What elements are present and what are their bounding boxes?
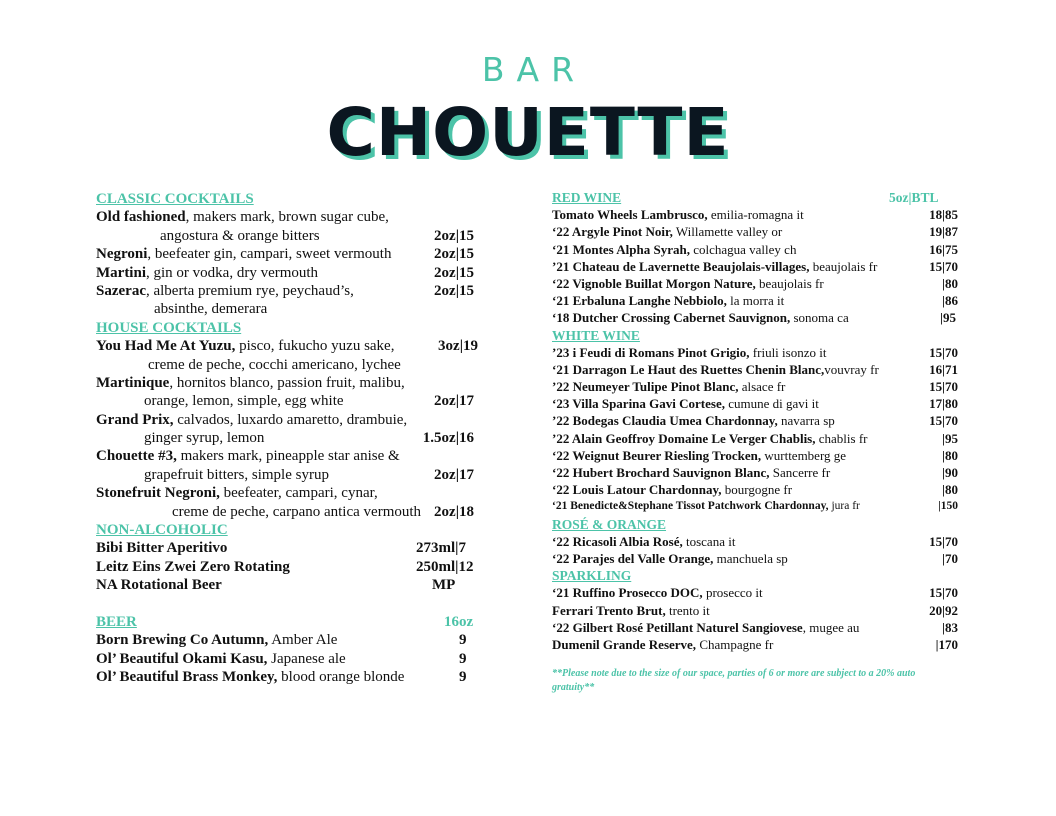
price: |90 <box>942 465 958 480</box>
price: 15|70 <box>929 379 958 395</box>
price: 18|85 <box>929 207 958 223</box>
non-alcoholic-heading: NON-ALCOHOLIC <box>96 522 228 539</box>
menu-item: ‘21 Ruffino Prosecco DOC, prosecco it 15|70 <box>552 585 958 601</box>
menu-item-continued: absinthe, demerara <box>154 301 268 318</box>
price: 2oz|17 <box>434 393 474 410</box>
menu-item-continued: creme de peche, carpano antica vermouth 2oz|18 <box>172 503 474 520</box>
menu-item: ‘22 Argyle Pinot Noir, Willamette valley or 19|87 <box>552 224 958 240</box>
menu-item: ‘23 Villa Sparina Gavi Cortese, cumune di gavi it 17|80 <box>552 396 958 412</box>
menu-item: ‘21 Erbaluna Langhe Nebbiolo, la morra it |86 <box>552 293 958 309</box>
price: 15|70 <box>929 533 958 549</box>
menu-item: ‘21 Montes Alpha Syrah, colchagua valley ch 16|75 <box>552 241 958 257</box>
price: MP <box>432 577 456 594</box>
price: |95 <box>940 310 956 326</box>
menu-item: ’23 i Feudi di Romans Pinot Grigio, friuli isonzo it 15|70 <box>552 344 958 360</box>
price: 9 <box>459 632 467 649</box>
menu-item: Martinique, hornitos blanco, passion fruit, malibu, <box>96 374 405 391</box>
menu-item-continued: ginger syrup, lemon 1.5oz|16 <box>144 430 474 447</box>
price: 15|70 <box>929 413 958 429</box>
menu-item: Chouette #3, makers mark, pineapple star anise & <box>96 448 400 465</box>
menu-item: Born Brewing Co Autumn, Amber Ale 9 <box>96 632 467 649</box>
price: 20|92 <box>929 602 958 618</box>
price: 2oz|15 <box>434 246 474 263</box>
price: |95 <box>942 430 958 446</box>
menu-item: Ol’ Beautiful Okami Kasu, Japanese ale 9 <box>96 650 467 667</box>
rose-orange-heading: ROSÉ & ORANGE <box>552 516 667 532</box>
menu-item: Dumenil Grande Reserve, Champagne fr |170 <box>552 636 958 652</box>
price: 250ml|12 <box>416 558 474 575</box>
menu-item: ’22 Alain Geoffroy Domaine Le Verger Chablis, chablis fr |95 <box>552 430 958 446</box>
price: 2oz|18 <box>434 503 474 520</box>
price: 2oz|15 <box>434 227 474 244</box>
menu-item: ‘22 Louis Latour Chardonnay, bourgogne fr |80 <box>552 482 958 498</box>
price: 9 <box>459 669 467 686</box>
price: 15|70 <box>929 258 958 274</box>
menu-item: Tomato Wheels Lambrusco, emilia-romagna it 18|85 <box>552 207 958 223</box>
menu-item: ‘22 Parajes del Valle Orange, manchuela sp |70 <box>552 550 958 566</box>
logo-chouette: CHOUETTE <box>326 94 730 171</box>
menu-item-continued: grapefruit bitters, simple syrup 2oz|17 <box>144 466 474 483</box>
menu-item: ‘22 Hubert Brochard Sauvignon Blanc, Sancerre fr |90 <box>552 465 958 480</box>
red-wine-unit: 5oz|BTL <box>889 190 939 205</box>
menu-item: NA Rotational Beer MP <box>96 577 456 594</box>
menu-item: ‘21 Benedicte&Stephane Tissot Patchwork Chardonnay, jura fr |150 <box>552 498 972 515</box>
price: |83 <box>942 619 958 635</box>
house-cocktails-heading: HOUSE COCKTAILS <box>96 319 242 336</box>
price: |80 <box>942 447 958 463</box>
gratuity-note: **Please note due to the size of our space, parties of 6 or more are subject to a 20% auto gratuity** <box>552 668 916 694</box>
price: |80 <box>942 482 958 498</box>
menu-item-continued: creme de peche, cocchi americano, lychee <box>148 356 401 373</box>
menu-item: ‘21 Darragon Le Haut des Ruettes Chenin Blanc,vouvray fr 16|71 <box>552 361 958 377</box>
price: 15|70 <box>929 344 958 360</box>
red-wine-heading: RED WINE 5oz|BTL <box>552 190 939 205</box>
menu-item-continued: angostura & orange bitters 2oz|15 <box>160 227 474 244</box>
price: 2oz|15 <box>434 282 474 299</box>
menu-item: Old fashioned, makers mark, brown sugar cube, <box>96 209 389 226</box>
menu-item: ‘18 Dutcher Crossing Cabernet Sauvignon, sonoma ca |95 <box>552 310 956 326</box>
menu-item: Bibi Bitter Aperitivo 273ml|7 <box>96 540 466 557</box>
menu-item: Martini, gin or vodka, dry vermouth 2oz|15 <box>96 264 474 281</box>
price: |80 <box>942 275 958 291</box>
price: 3oz|19 <box>438 338 478 355</box>
menu-item: You Had Me At Yuzu, pisco, fukucho yuzu sake, 3oz|19 <box>96 338 478 355</box>
logo-bar-text: BAR <box>481 50 587 89</box>
beer-unit: 16oz <box>444 613 474 630</box>
menu-item: Ferrari Trento Brut, trento it 20|92 <box>552 602 958 618</box>
menu-item: Negroni, beefeater gin, campari, sweet vermouth 2oz|15 <box>96 246 474 263</box>
price: |70 <box>942 550 958 566</box>
price: 16|75 <box>929 241 958 257</box>
price: 1.5oz|16 <box>422 430 474 447</box>
price: 15|70 <box>929 585 958 601</box>
price: |170 <box>935 636 958 652</box>
left-column <box>96 190 486 687</box>
menu-item: Stonefruit Negroni, beefeater, campari, cynar, <box>96 485 378 502</box>
price: |86 <box>942 293 958 309</box>
sparkling-heading: SPARKLING <box>552 568 632 584</box>
menu-item: Ol’ Beautiful Brass Monkey, blood orange blonde 9 <box>96 669 467 686</box>
menu-item: ’21 Chateau de Lavernette Beaujolais-villages, beaujolais fr 15|70 <box>552 258 958 274</box>
white-wine-heading: WHITE WINE <box>552 327 640 343</box>
menu-item: ‘22 Vignoble Buillat Morgon Nature, beaujolais fr |80 <box>552 275 958 291</box>
price: 9 <box>459 650 467 667</box>
classic-cocktails-heading: CLASSIC COCKTAILS <box>96 191 254 207</box>
menu-item-continued: orange, lemon, simple, egg white 2oz|17 <box>144 393 474 410</box>
menu-item: ‘22 Gilbert Rosé Petillant Naturel Sangiovese, mugee au |83 <box>552 619 958 635</box>
menu-item: Grand Prix, calvados, luxardo amaretto, drambuie, <box>96 411 408 428</box>
menu-item: ‘22 Weignut Beurer Riesling Trocken, wurttemberg ge |80 <box>552 447 958 463</box>
menu-item: ’22 Neumeyer Tulipe Pinot Blanc, alsace fr 15|70 <box>552 379 958 395</box>
price: 16|71 <box>929 361 958 377</box>
menu-item: Sazerac, alberta premium rye, peychaud’s, 2oz|15 <box>96 282 474 299</box>
menu-item: ’22 Bodegas Claudia Umea Chardonnay, navarra sp 15|70 <box>552 413 958 429</box>
price: 19|87 <box>929 224 958 240</box>
right-column <box>552 189 972 695</box>
price: 2oz|15 <box>434 264 474 281</box>
price: |150 <box>938 500 958 513</box>
beer-heading: BEER 16oz <box>96 613 474 630</box>
price: 273ml|7 <box>416 540 466 557</box>
menu-item: ‘22 Ricasoli Albia Rosé, toscana it 15|70 <box>552 533 958 549</box>
menu-item: Leitz Eins Zwei Zero Rotating 250ml|12 <box>96 558 474 575</box>
price: 17|80 <box>929 396 958 412</box>
price: 2oz|17 <box>434 466 474 483</box>
